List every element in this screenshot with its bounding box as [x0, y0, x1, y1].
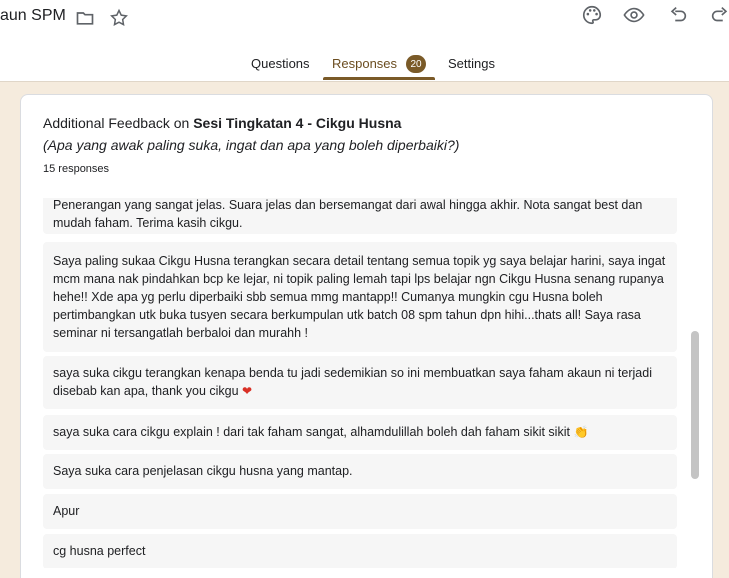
- response-text: saya suka cara cikgu explain ! dari tak faham sangat, alhamdulillah boleh dah faham sikit sikit: [53, 425, 570, 439]
- question-title: [43, 115, 401, 131]
- eye-icon[interactable]: [623, 4, 645, 31]
- response-count: 15 responses: [43, 163, 110, 175]
- redo-icon[interactable]: [709, 4, 729, 31]
- top-bar: [0, 0, 729, 82]
- question-description: (Apa yang awak paling suka, ingat dan apa yang boleh diperbaiki?): [43, 137, 460, 153]
- question-title-prefix: Additional Feedback on: [43, 115, 194, 131]
- response-item: Penerangan yang sangat jelas. Suara jelas dan bersemangat dari awal hingga akhir. Nota sangat best dan mudah faham. Terima kasih cikgu.: [43, 198, 677, 234]
- response-item: Saya suka cara penjelasan cikgu husna yang mantap.: [43, 454, 677, 489]
- heart-emoji: ❤: [242, 384, 253, 398]
- tab-settings[interactable]: Settings: [448, 56, 495, 71]
- star-icon[interactable]: [109, 8, 129, 33]
- tab-questions[interactable]: Questions: [251, 56, 310, 71]
- responses-count-badge: 20: [406, 55, 426, 73]
- question-title-session: Sesi Tingkatan 4 - Cikgu Husna: [193, 115, 402, 131]
- question-summary-card: [20, 94, 713, 578]
- doc-title[interactable]: aun SPM: [0, 7, 66, 24]
- response-list[interactable]: [43, 198, 677, 568]
- folder-icon[interactable]: [75, 8, 95, 33]
- response-item: cg husna perfect: [43, 534, 677, 568]
- clapping-hands-emoji: 👏: [573, 425, 589, 439]
- palette-icon[interactable]: [581, 4, 603, 31]
- response-text: saya suka cikgu terangkan kenapa benda tu jadi sedemikian so ini membuatkan saya faham akaun ni terjadi disebab kan apa, thank you cikgu: [53, 366, 652, 398]
- active-tab-indicator: [323, 77, 435, 80]
- tab-responses[interactable]: Responses: [332, 56, 398, 71]
- response-item: [43, 415, 677, 450]
- tab-bar: [0, 52, 729, 82]
- response-item: Apur: [43, 494, 677, 529]
- response-item: Saya paling sukaa Cikgu Husna terangkan secara detail tentang semua topik yg saya belajar harini, saya ingat mcm mana nak pindahkan bcp ke lejar, ni topik paling lemah tapi lps belajar ngn Cikgu Husna senang rupanya hehe!! Xde apa yg perlu diperbaiki sbb semua mmg mantapp!! Cumanya mungkin cgu Husna boleh pertimbangkan utk buka tusyen secara berkumpulan utk batch 08 spm tahun dpn hihi...thats all! Saya rasa seminar ni tersangatlah berbaloi dan murahh !: [43, 242, 677, 352]
- undo-icon[interactable]: [667, 4, 689, 31]
- response-list-scrollbar[interactable]: [691, 331, 699, 479]
- response-item: [43, 356, 677, 409]
